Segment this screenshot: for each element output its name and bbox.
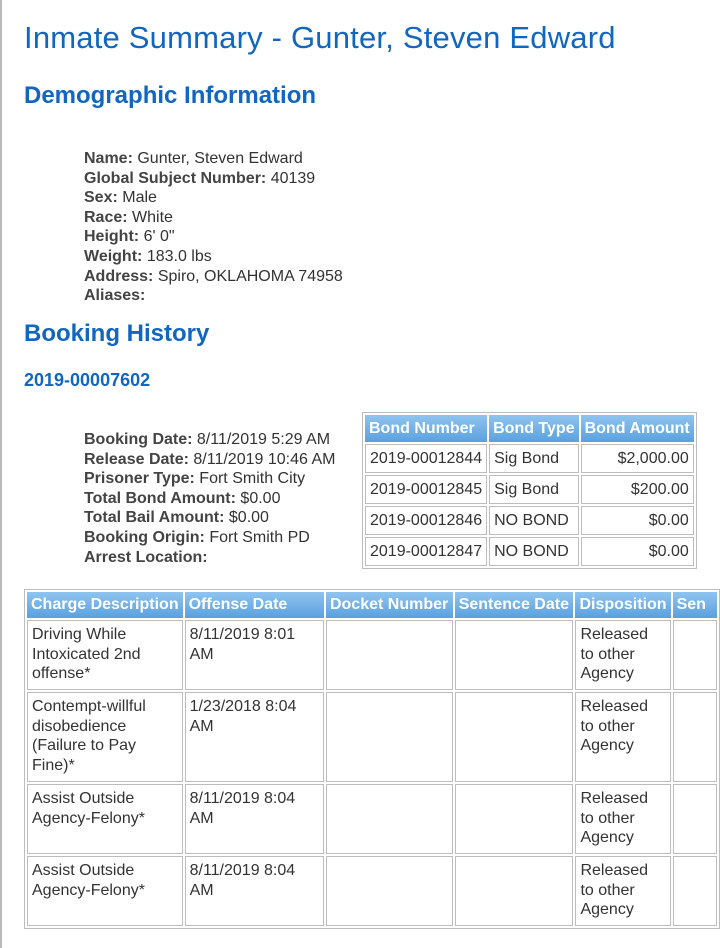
sentence-cell xyxy=(673,784,717,854)
column-header-charge-description[interactable]: Charge Description xyxy=(27,592,183,618)
disposition-cell: Released to other Agency xyxy=(575,856,670,926)
booking-number: 2019-00007602 xyxy=(24,370,151,390)
docket-number-cell xyxy=(326,620,453,690)
offense-date-cell: 1/23/2018 8:04 AM xyxy=(185,692,324,782)
page-title: Inmate Summary - Gunter, Steven Edward xyxy=(24,20,616,55)
bond-number-cell: 2019-00012845 xyxy=(365,475,487,504)
bond-table xyxy=(362,412,697,569)
charge-description-cell: Driving While Intoxicated 2nd offense* xyxy=(27,620,183,690)
field-label: Address: xyxy=(84,267,154,285)
column-header-offense-date[interactable]: Offense Date xyxy=(185,592,324,618)
field-aliases xyxy=(84,286,343,306)
field-label: Race: xyxy=(84,208,128,226)
charges-table-header xyxy=(27,592,717,618)
column-header-bond-amount[interactable]: Bond Amount xyxy=(581,415,694,442)
column-header-docket-number[interactable]: Docket Number xyxy=(326,592,453,618)
field-total-bond-amount xyxy=(84,489,335,509)
bond-table-header xyxy=(365,415,694,442)
bond-number-cell: 2019-00012847 xyxy=(365,537,487,566)
table-row xyxy=(365,537,694,566)
column-header-sentence-truncated[interactable]: Sen xyxy=(673,592,717,618)
column-header-bond-number[interactable]: Bond Number xyxy=(365,415,487,442)
field-label: Total Bail Amount: xyxy=(84,509,225,527)
table-row xyxy=(365,506,694,535)
field-value: 8/11/2019 5:29 AM xyxy=(196,431,331,448)
field-value: 6' 0" xyxy=(143,228,175,246)
field-value: $0.00 xyxy=(228,509,269,527)
field-label: Height: xyxy=(84,228,140,246)
table-row xyxy=(365,475,694,504)
field-booking-origin xyxy=(84,528,335,548)
bond-type-cell: NO BOND xyxy=(489,537,578,566)
field-global-subject-number xyxy=(84,169,343,189)
column-header-disposition[interactable]: Disposition xyxy=(575,592,670,618)
table-row xyxy=(27,692,717,782)
charge-description-cell: Contempt-willful disobedience (Failure to Pay Fine)* xyxy=(27,692,183,782)
offense-date-cell: 8/11/2019 8:01 AM xyxy=(185,620,324,690)
bond-amount-cell: $0.00 xyxy=(581,506,694,535)
sentence-cell xyxy=(673,856,717,926)
bond-number-cell: 2019-00012846 xyxy=(365,506,487,535)
field-label: Prisoner Type: xyxy=(84,470,195,488)
docket-number-cell xyxy=(326,692,453,782)
table-row xyxy=(27,784,717,854)
table-row xyxy=(365,444,694,473)
bond-number-cell: 2019-00012844 xyxy=(365,444,487,473)
charges-table xyxy=(24,589,720,929)
disposition-cell: Released to other Agency xyxy=(575,784,670,854)
column-header-sentence-date[interactable]: Sentence Date xyxy=(455,592,574,618)
offense-date-cell: 8/11/2019 8:04 AM xyxy=(185,856,324,926)
field-label: Arrest Location: xyxy=(84,548,208,566)
field-value: White xyxy=(132,208,173,226)
field-label: Release Date: xyxy=(84,450,189,468)
sentence-cell xyxy=(673,620,717,690)
sentence-date-cell xyxy=(455,856,574,926)
field-weight xyxy=(84,247,343,267)
page-left-border xyxy=(0,0,2,948)
field-address xyxy=(84,267,343,287)
field-arrest-location xyxy=(84,548,335,568)
field-value: Fort Smith City xyxy=(199,470,306,488)
column-header-bond-type[interactable]: Bond Type xyxy=(489,415,578,442)
field-label: Weight: xyxy=(84,247,143,265)
bond-type-cell: Sig Bond xyxy=(489,475,578,504)
field-label: Global Subject Number: xyxy=(84,169,267,187)
bond-type-cell: Sig Bond xyxy=(489,444,578,473)
demographics-heading: Demographic Information xyxy=(24,82,317,109)
field-booking-date xyxy=(84,430,335,450)
field-value: Male xyxy=(122,189,157,207)
field-race xyxy=(84,208,343,228)
field-label: Booking Date: xyxy=(84,431,193,448)
bond-amount-cell: $0.00 xyxy=(581,537,694,566)
field-release-date xyxy=(84,450,335,470)
docket-number-cell xyxy=(326,856,453,926)
charge-description-cell: Assist Outside Agency-Felony* xyxy=(27,784,183,854)
bond-amount-cell: $200.00 xyxy=(581,475,694,504)
field-label: Name: xyxy=(84,150,133,167)
table-row xyxy=(27,856,717,926)
demographics-list xyxy=(84,149,343,306)
sentence-cell xyxy=(673,692,717,782)
field-sex xyxy=(84,188,343,208)
offense-date-cell: 8/11/2019 8:04 AM xyxy=(185,784,324,854)
charge-description-cell: Assist Outside Agency-Felony* xyxy=(27,856,183,926)
booking-history-heading: Booking History xyxy=(24,320,210,347)
field-height xyxy=(84,227,343,247)
field-value: 40139 xyxy=(270,169,316,187)
sentence-date-cell xyxy=(455,784,574,854)
table-row xyxy=(27,620,717,690)
field-label: Booking Origin: xyxy=(84,528,205,546)
field-label: Sex: xyxy=(84,189,118,207)
sentence-date-cell xyxy=(455,692,574,782)
field-value: $0.00 xyxy=(240,489,281,507)
disposition-cell: Released to other Agency xyxy=(575,692,670,782)
field-value: Spiro, OKLAHOMA 74958 xyxy=(157,267,343,285)
field-label: Total Bond Amount: xyxy=(84,489,236,507)
field-value: 183.0 lbs xyxy=(146,247,212,265)
field-total-bail-amount xyxy=(84,508,335,528)
field-value: 8/11/2019 10:46 AM xyxy=(193,450,336,468)
booking-details-list xyxy=(84,430,335,567)
field-value: Fort Smith PD xyxy=(209,528,310,546)
field-value: Gunter, Steven Edward xyxy=(137,150,303,167)
bond-amount-cell: $2,000.00 xyxy=(581,444,694,473)
field-name xyxy=(84,149,343,169)
docket-number-cell xyxy=(326,784,453,854)
sentence-date-cell xyxy=(455,620,574,690)
field-prisoner-type xyxy=(84,469,335,489)
bond-type-cell: NO BOND xyxy=(489,506,578,535)
disposition-cell: Released to other Agency xyxy=(575,620,670,690)
field-label: Aliases: xyxy=(84,287,146,305)
